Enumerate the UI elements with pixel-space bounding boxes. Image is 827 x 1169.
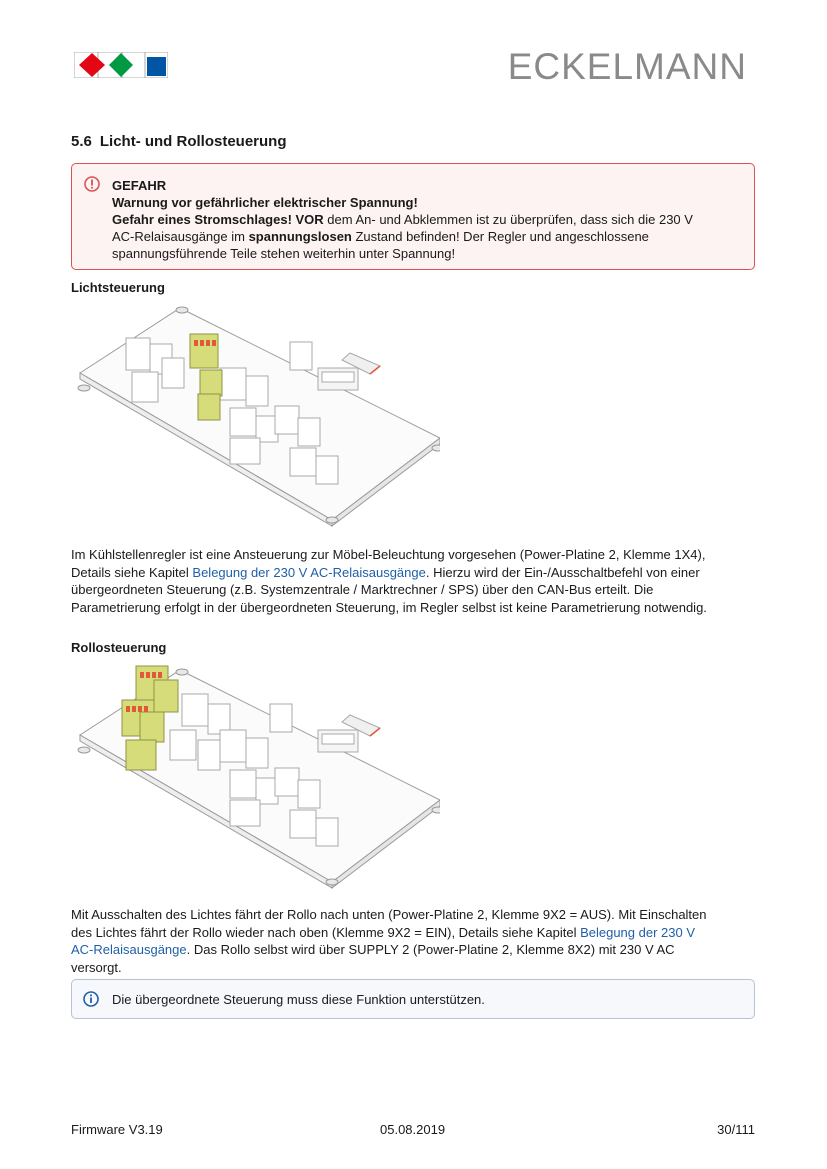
danger-notice	[71, 163, 755, 270]
footer-date: 05.08.2019	[380, 1122, 446, 1137]
danger-line-3: spannungsführende Teile stehen weiterhin unter Spannung!	[112, 246, 456, 261]
brand-name: ECKELMANN	[507, 46, 747, 87]
danger-line-2	[112, 228, 742, 245]
info-text: Die übergeordnete Steuerung muss diese Funktion unterstützen.	[112, 992, 485, 1007]
section-number: 5.6	[71, 133, 92, 150]
danger-line-1-rest: dem An- und Abklemmen ist zu überprüfen, dass sich die 230 V	[323, 212, 693, 227]
danger-heading: Warnung vor gefährlicher elektrischer Spannung!	[112, 195, 418, 210]
rollo-line-2-pre: des Lichtes fährt der Rollo wieder nach oben (Klemme 9X2 = EIN), Details siehe Kapitel	[71, 924, 581, 940]
rollo-heading: Rollosteuerung	[71, 640, 167, 655]
licht-line-2-post: . Hierzu wird der Ein-/Ausschaltbefehl von einer	[425, 564, 700, 580]
licht-line-1: Im Kühlstellenregler ist eine Ansteuerung zur Möbel-Beleuchtung vorgesehen (Power-Platine 2, Klemme 1X4),	[71, 547, 706, 562]
section-title-text: Licht- und Rollosteuerung	[99, 133, 287, 150]
danger-line-2-rest: Zustand befinden! Der Regler und angeschlossene	[351, 229, 649, 244]
danger-line-1-bold: Gefahr eines Stromschlages! VOR	[112, 212, 324, 227]
licht-chapter-link[interactable]: Belegung der 230 V AC-Relaisausgänge	[192, 564, 426, 580]
rollo-paragraph	[71, 906, 761, 976]
licht-heading: Lichtsteuerung	[71, 280, 165, 295]
rollo-board-illustration	[70, 660, 440, 892]
footer-page-number: 30/111	[717, 1122, 755, 1137]
licht-paragraph	[71, 546, 761, 616]
info-icon	[83, 991, 99, 1007]
licht-line-2-pre: Details siehe Kapitel	[71, 564, 193, 580]
rollo-line-1: Mit Ausschalten des Lichtes fährt der Rollo nach unten (Power-Platine 2, Klemme 9X2 = AUS). Mit Einschalten	[71, 907, 707, 922]
rollo-line-4: versorgt.	[71, 959, 122, 975]
rollo-chapter-link-part2[interactable]: AC-Relaisausgänge	[71, 942, 187, 957]
eckelmann-logo	[74, 52, 168, 78]
warning-icon	[84, 176, 100, 192]
licht-line-2	[71, 564, 761, 582]
section-title	[71, 133, 287, 150]
licht-board-illustration	[70, 298, 440, 530]
info-notice	[71, 979, 755, 1019]
rollo-line-2	[71, 924, 761, 942]
licht-line-4: Parametrierung erfolgt in der übergeordneten Steuerung, im Regler selbst ist keine Parametrierung notwendig.	[71, 599, 707, 615]
rollo-line-3	[71, 941, 761, 959]
rollo-chapter-link-part1[interactable]: Belegung der 230 V	[580, 924, 696, 940]
danger-label: GEFAHR	[112, 178, 167, 193]
danger-line-2-bold: spannungslosen	[248, 229, 352, 244]
rollo-line-3-post: . Das Rollo selbst wird über SUPPLY 2 (Power-Platine 2, Klemme 8X2) mit 230 V AC	[186, 942, 675, 957]
footer-firmware: Firmware V3.19	[71, 1122, 163, 1137]
danger-line-1	[112, 211, 742, 228]
danger-line-2-pre: AC-Relaisausgänge im	[112, 229, 249, 244]
danger-text	[112, 177, 742, 262]
licht-line-3: übergeordneten Steuerung (z.B. Systemzentrale / Marktrechner / SPS) über den CAN-Bus erteilt. Die	[71, 582, 654, 597]
